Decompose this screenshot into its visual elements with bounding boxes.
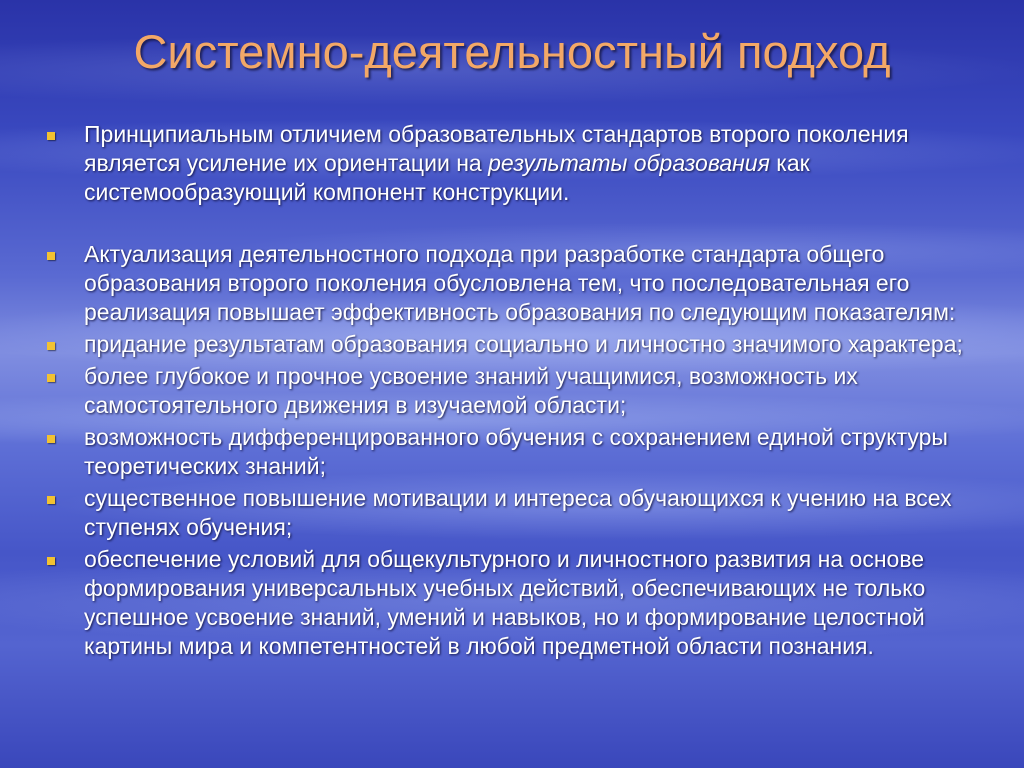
list-item-text: возможность дифференцированного обучения с сохранением единой структуры теоретических знаний; xyxy=(84,424,948,479)
list-item-text: обеспечение условий для общекультурного и личностного развития на основе формирования универсальных учебных действий, обеспечивающих не только успешное усвоение знаний, умений и навыков, но и формирование целостной картины мира и компетентностей в любой предметной области познания. xyxy=(84,546,926,659)
square-bullet-icon xyxy=(47,132,55,140)
list-item-text: Принципиальным отличием образовательных стандартов второго поколения является усиление их ориентации на xyxy=(84,121,909,176)
list-item-text: придание результатам образования социально и личностно значимого характера; xyxy=(84,331,963,357)
slide-title: Системно-деятельностный подход xyxy=(133,25,891,78)
list-item-text: как системообразующий компонент конструкции. xyxy=(84,150,810,205)
list-item xyxy=(44,362,974,420)
list-item xyxy=(44,120,974,207)
list-item xyxy=(44,423,974,481)
list-item xyxy=(44,330,974,359)
square-bullet-icon xyxy=(47,435,55,443)
bullet-list xyxy=(44,120,974,661)
square-bullet-icon xyxy=(47,496,55,504)
list-item-text: более глубокое и прочное усвоение знаний учащимися, возможность их самостоятельного движения в изучаемой области; xyxy=(84,363,858,418)
list-item xyxy=(44,545,974,661)
square-bullet-icon xyxy=(47,342,55,350)
list-item xyxy=(44,484,974,542)
list-item-text: существенное повышение мотивации и интереса обучающихся к учению на всех ступенях обучения; xyxy=(84,485,952,540)
square-bullet-icon xyxy=(47,374,55,382)
square-bullet-icon xyxy=(47,557,55,565)
list-item xyxy=(44,240,974,327)
list-item-emphasis: результаты образования xyxy=(488,150,770,176)
square-bullet-icon xyxy=(47,252,55,260)
list-item-text: Актуализация деятельностного подхода при разработке стандарта общего образования второго поколения обусловлена тем, что последовательная его реализация повышает эффективность образования по следующим показателям: xyxy=(84,241,956,325)
